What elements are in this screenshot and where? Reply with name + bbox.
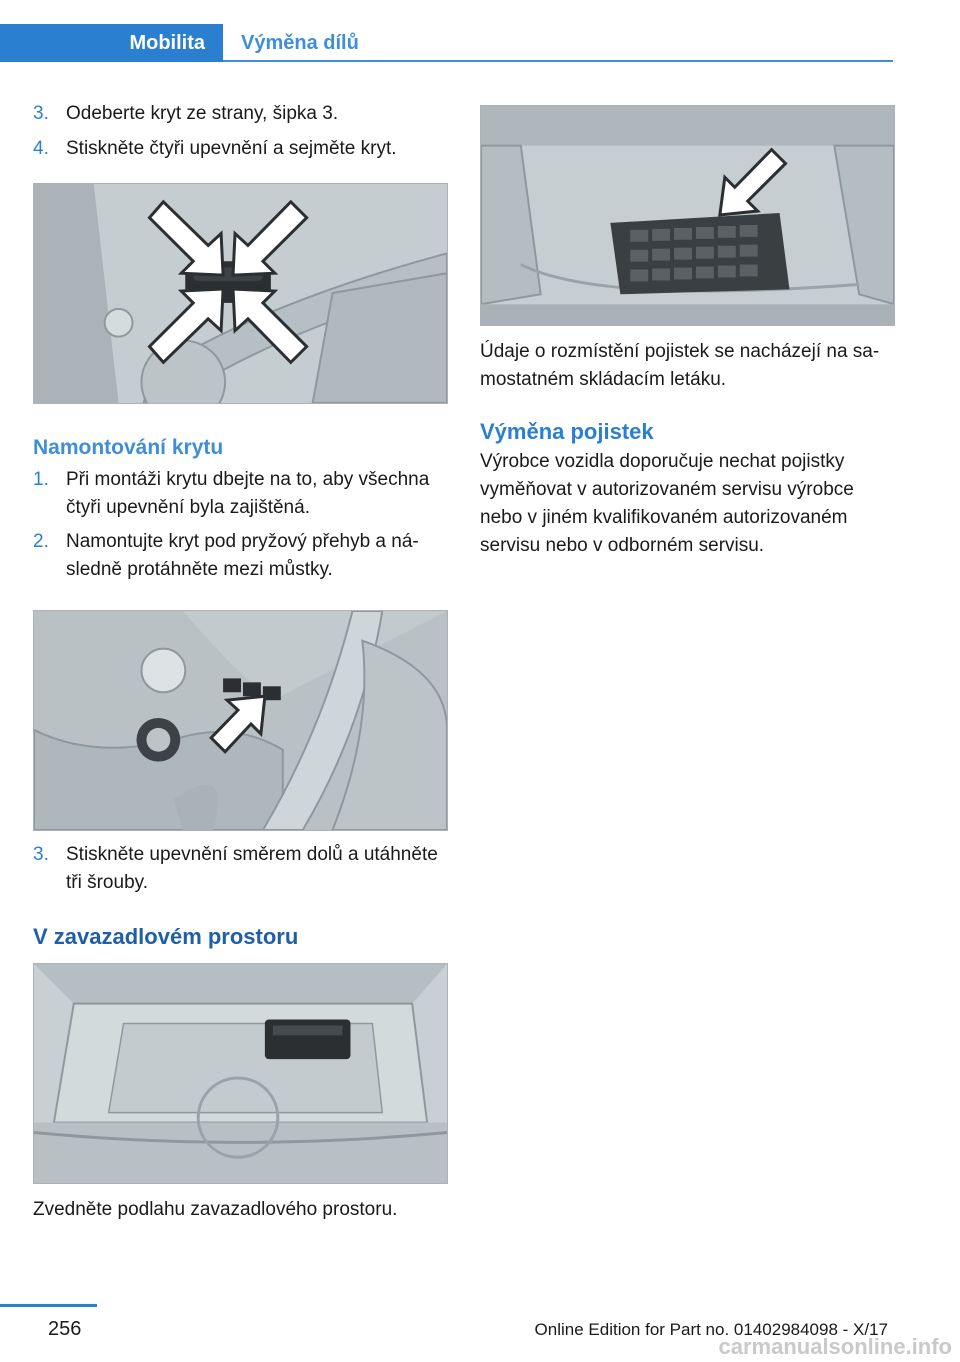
- paragraph-vymena-pojistek: Výrobce vozidla doporučuje nechat pojistky vyměňovat v autorizovaném servisu výrobce nebo v jiném kvalifikovaném autorizovaném servisu nebo v odborném servisu.: [480, 451, 854, 556]
- step-number: 3.: [33, 103, 49, 124]
- right-column: [480, 105, 895, 560]
- step-text: Stiskněte čtyři upevnění a sejměte kryt.: [66, 138, 397, 159]
- figure-fuse-box-arrow: [480, 105, 895, 326]
- step-number: 1.: [33, 469, 49, 490]
- subheading-namontovani-krytu: Namontování krytu: [33, 436, 224, 459]
- heading-vymena-pojistek: Výměna pojistek: [480, 419, 654, 444]
- figure-engine-cover-arrows: [33, 183, 448, 404]
- header-rule: [223, 60, 893, 62]
- step-text: Odeberte kryt ze strany, šipka 3.: [66, 103, 339, 124]
- step-text: Namontujte kryt pod pryžový přehyb a následně protáhněte mezi můstky.: [66, 531, 419, 580]
- step-number: 2.: [33, 531, 49, 552]
- step-number: 3.: [33, 844, 49, 865]
- step-item: [33, 528, 448, 584]
- left-column: [33, 100, 448, 1224]
- step-number: 4.: [33, 138, 49, 159]
- step-text: Při montáži krytu dbejte na to, aby všechna čtyři upevnění byla zajištěná.: [66, 469, 430, 518]
- page-header: [0, 24, 893, 62]
- figure-trunk-floor: [33, 963, 448, 1184]
- caption-zvednete-podlahu: Zvedněte podlahu zavazadlového prostoru.: [33, 1199, 398, 1220]
- step-item: [33, 135, 448, 163]
- watermark: carmanualsonline.info: [718, 1334, 952, 1359]
- page-number: 256: [48, 1318, 82, 1340]
- heading-v-zavazadlovem-prostoru: V zavazadlovém prostoru: [33, 924, 299, 949]
- step-item: [33, 841, 448, 897]
- chapter-tab-mobilita[interactable]: Mobilita: [0, 24, 223, 62]
- footer-rule: [0, 1304, 97, 1307]
- caption-udaje-o-rozmisteni: Údaje o rozmístění pojistek se nacházejí na samostatném skládacím letáku.: [480, 341, 880, 390]
- step-item: [33, 466, 448, 522]
- figure-cover-clip-arrow: [33, 610, 448, 831]
- step-item: [33, 100, 448, 128]
- section-tab-vymena-dilu[interactable]: Výměna dílů: [241, 31, 359, 54]
- step-text: Stiskněte upevnění směrem dolů a utáhněte tři šrouby.: [66, 844, 438, 893]
- footer-edition: Online Edition for Part no. 01402984098 - X/17: [534, 1320, 888, 1339]
